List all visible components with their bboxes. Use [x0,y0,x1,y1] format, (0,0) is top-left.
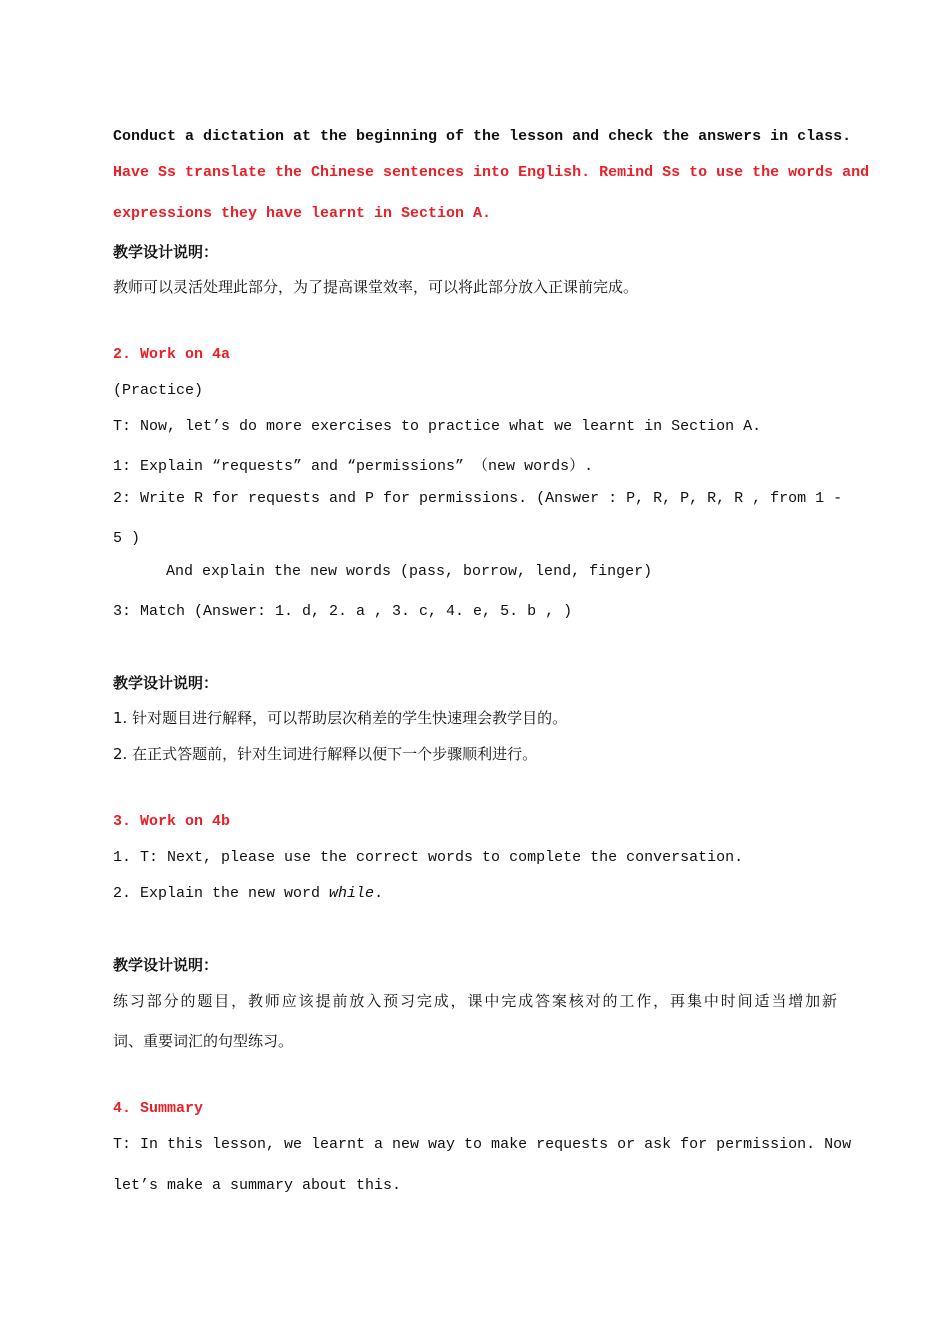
section2-note-2: 2. 在正式答题前，针对生词进行解释以便下一个步骤顺利进行。 [113,745,538,763]
intro-red-line-1: Have Ss translate the Chinese sentences into English. Remind Ss to use the words and [113,164,870,181]
section3-note-line-2: 词、重要词汇的句型练习。 [113,1032,294,1050]
section3-heading: 3. Work on 4b [113,813,231,830]
intro-note-text: 教师可以灵活处理此部分，为了提高课堂效率，可以将此部分放入正课前完成。 [113,278,639,296]
section2-teacher-line: T: Now, let’s do more exercises to practice what we learnt in Section A. [113,418,762,435]
section3-item-2 [113,885,383,902]
section2-explain-line: And explain the new words (pass, borrow, lend, finger) [166,563,653,580]
section2-item-2: 2: Write R for requests and P for permissions. (Answer : P, R, P, R, R , from 1 - [113,490,843,507]
intro-line: Conduct a dictation at the beginning of the lesson and check the answers in class. [113,128,852,145]
section2-item-3: 3: Match (Answer: 1. d, 2. a , 3. c, 4. e, 5. b , ) [113,603,573,620]
section3-note-heading: 教学设计说明： [113,956,219,974]
section3-item-2-suffix: . [374,885,384,902]
intro-note-heading: 教学设计说明： [113,243,219,261]
section3-item-2-word: while [329,885,375,902]
section2-item-1: 1: Explain “requests” and “permissions” （new words）. [113,458,594,475]
section2-note-1: 1. 针对题目进行解释，可以帮助层次稍差的学生快速理会教学目的。 [113,709,568,727]
section2-practice: (Practice) [113,382,204,399]
section4-line-1: T: In this lesson, we learnt a new way to make requests or ask for permission. Now [113,1136,852,1153]
section3-note-line-1: 练习部分的题目，教师应该提前放入预习完成，课中完成答案核对的工作，再集中时间适当增加新 [113,992,837,1010]
section4-line-2: let’s make a summary about this. [113,1177,402,1194]
section3-item-1: 1. T: Next, please use the correct words to complete the conversation. [113,849,744,866]
section2-heading: 2. Work on 4a [113,346,231,363]
section3-item-2-prefix: 2. Explain the new word [113,885,330,902]
section4-heading: 4. Summary [113,1100,204,1117]
section2-item-2-cont: 5 ) [113,530,141,547]
section2-note-heading: 教学设计说明： [113,674,219,692]
intro-red-line-2: expressions they have learnt in Section A. [113,205,492,222]
